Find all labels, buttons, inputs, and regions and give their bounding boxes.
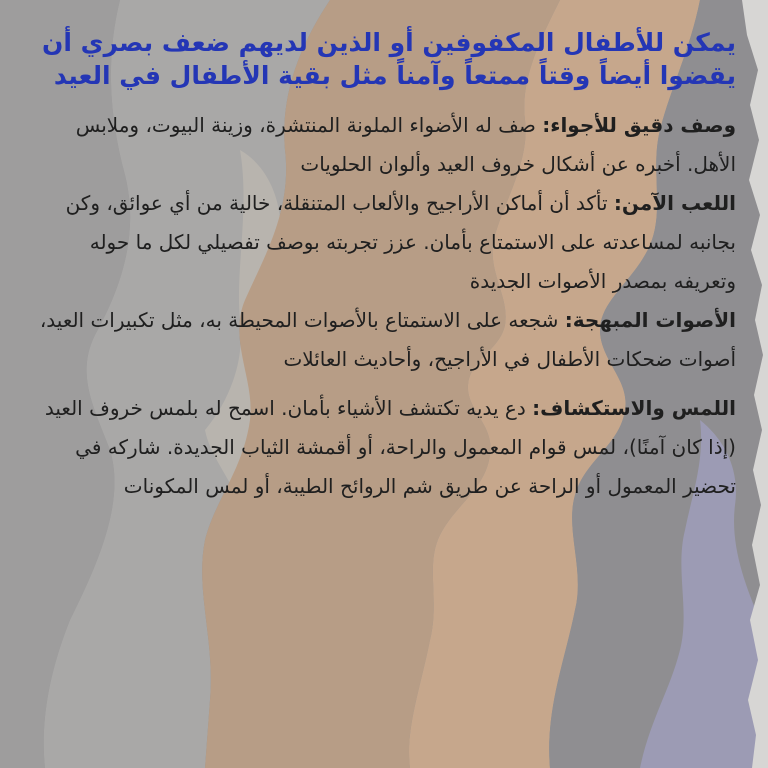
- tip-atmosphere: [36, 106, 736, 184]
- tip-text: صف له الأضواء الملونة المنتشرة، وزينة البيوت، وملابس الأهل. أخبره عن أشكال خروف العيد وألوان الحلويات: [75, 113, 736, 176]
- tip-term: اللعب الآمن:: [613, 191, 736, 215]
- tip-sounds: [36, 301, 736, 379]
- tip-text: شجعه على الاستمتاع بالأصوات المحيطة به، مثل تكبيرات العيد، أصوات ضحكات الأطفال في الأراجيح، وأحاديث العائلات: [39, 308, 736, 371]
- tip-term: الأصوات المبهجة:: [564, 308, 736, 332]
- tip-safe-play: [36, 184, 736, 301]
- content-area: [36, 26, 736, 506]
- tip-term: وصف دقيق للأجواء:: [542, 113, 736, 137]
- tip-touch: [36, 389, 736, 506]
- tip-term: اللمس والاستكشاف:: [532, 396, 736, 420]
- page-title: يمكن للأطفال المكفوفين أو الذين لديهم ضعف بصري أن يقضوا أيضاً وقتاً ممتعاً وآمناً مثل بقية الأطفال في العيد: [42, 28, 736, 90]
- tip-text: تأكد أن أماكن الأراجيح والألعاب المتنقلة، خالية من أي عوائق، وكن بجانبه لمساعدته على الاستمتاع بأمان. عزز تجربته بوصف تفصيلي لكل ما حوله وتعريفه بمصدر الأصوات الجديدة: [65, 191, 736, 293]
- tip-text: دع يديه تكتشف الأشياء بأمان. اسمح له بلمس خروف العيد (إذا كان آمنًا)، لمس قوام المعمول والراحة، أو أقمشة الثياب الجديدة. شاركه في تحضير المعمول أو الراحة عن طريق شم الروائح الطيبة، أو لمس المكونات: [44, 396, 736, 498]
